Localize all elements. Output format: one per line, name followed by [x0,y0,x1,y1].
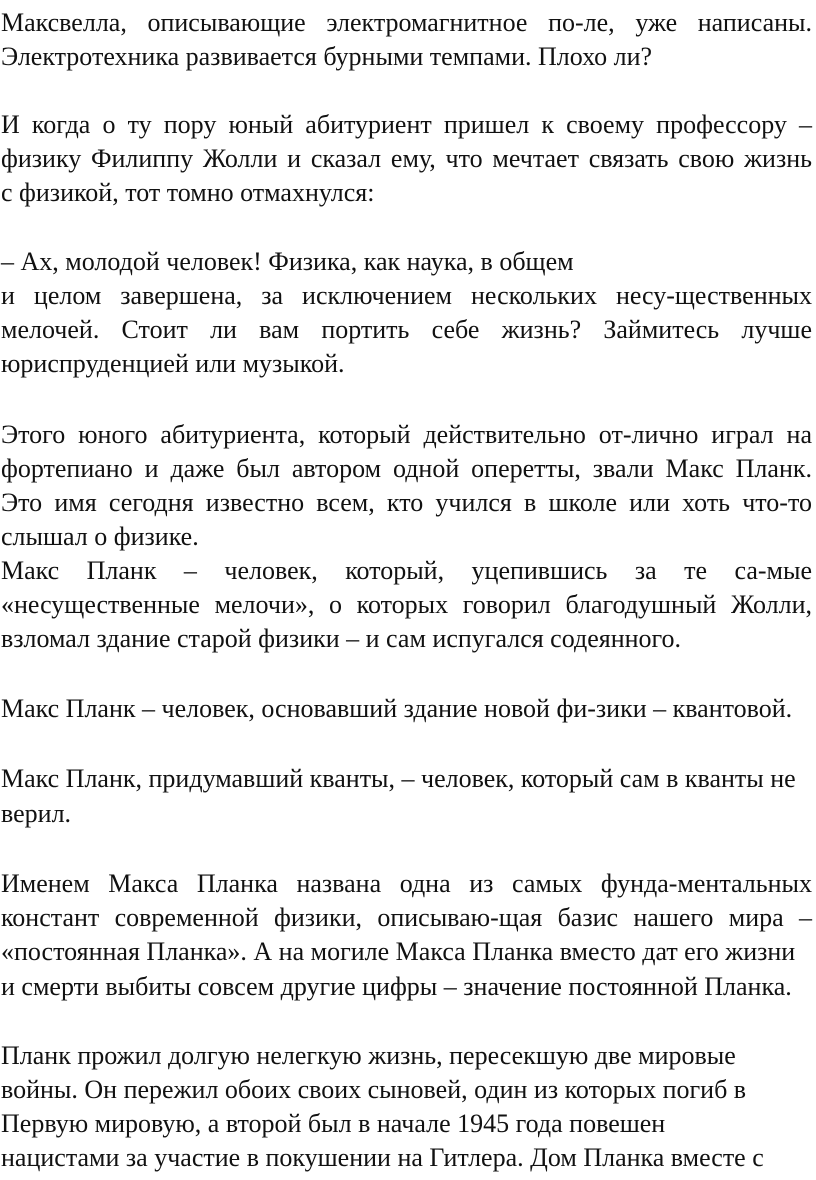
text-line: констант современной физики, описываю-щая базис нашего мира – [1,903,812,932]
text-line: «постоянная Планка». А на могиле Макса Планка вместо дат его жизни [1,937,796,966]
text-line: Макс Планк – человек, который, уцепившись за те са-мые [1,556,812,585]
text-line: и смерти выбиты совсем другие цифры – значение постоянной Планка. [1,972,792,1001]
text-line: Электротехника развивается бурными темпами. Плохо ли? [1,42,653,71]
text-line: Этого юного абитуриента, который действительно от-лично играл на [1,420,812,449]
text-line: Макс Планк – человек, основавший здание новой фи-зики – квантовой. [1,694,793,723]
text-line: И когда о ту пору юный абитуриент пришел к своему профессору – [1,110,812,139]
text-line: Макс Планк, придумавший кванты, – человек, который сам в кванты не [1,764,796,793]
text-line: Планк прожил долгую нелегкую жизнь, пересекшую две мировые [1,1041,736,1070]
text-line: фортепиано и даже был автором одной оперетты, звали Макс Планк. [1,454,812,483]
text-line: «несущественные мелочи», о которых говорил благодушный Жолли, [1,590,812,619]
text-line: мелочей. Стоит ли вам портить себе жизнь? Займитесь лучше [1,315,812,344]
text-line: и целом завершена, за исключением нескольких несу-щественных [1,281,812,310]
text-line: Это имя сегодня известно всем, кто учился в школе или хоть что-то [1,488,812,517]
text-line: Именем Макса Планка названа одна из самых фунда-ментальных [1,869,812,898]
text-line: верил. [1,799,72,828]
text-line: Первую мировую, а второй был в начале 1945 года повешен [1,1109,666,1138]
text-line: Максвелла, описывающие электромагнитное по-ле, уже написаны. [1,8,812,37]
text-line: взломал здание старой физики – и сам испугался содеянного. [1,624,682,653]
text-line: с физикой, тот томно отмахнулся: [1,178,375,207]
text-line: – Ах, молодой человек! Физика, как наука, в общем [1,247,574,276]
text-line: юриспруденцией или музыкой. [1,349,345,378]
text-line: слышал о физике. [1,522,199,551]
text-line: войны. Он пережил обоих своих сыновей, один из которых погиб в [1,1075,747,1104]
text-line: физику Филиппу Жолли и сказал ему, что мечтает связать свою жизнь [1,144,812,173]
text-line: нацистами за участие в покушении на Гитлера. Дом Планка вместе с [1,1143,764,1172]
